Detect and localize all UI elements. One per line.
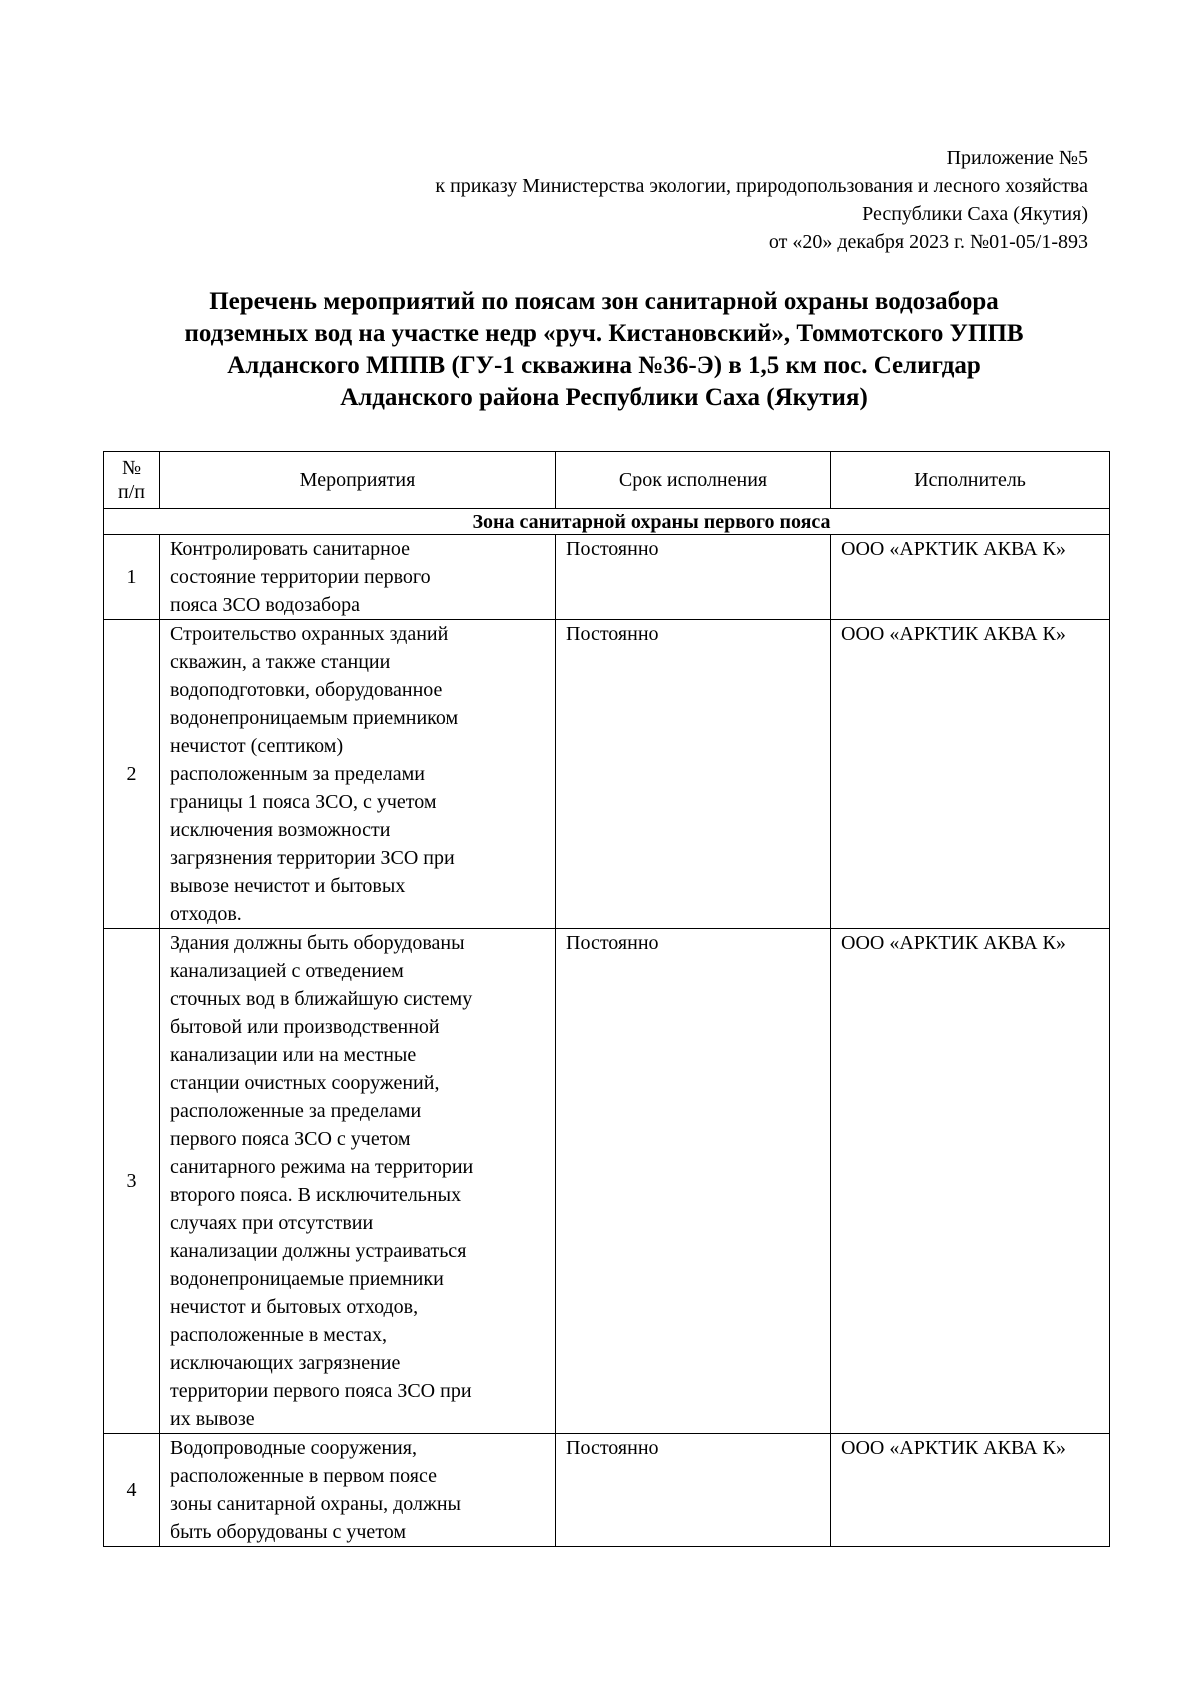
- row-executor: ООО «АРКТИК АКВА К»: [831, 535, 1110, 620]
- header-num-line2: п/п: [118, 481, 145, 503]
- measure-text-line: расположенным за пределами: [170, 763, 425, 785]
- row-number: 4: [104, 1434, 160, 1547]
- table-row: [104, 929, 1110, 1434]
- table-row: [104, 1434, 1110, 1547]
- measure-text-line: водонепроницаемым приемником: [170, 707, 459, 729]
- title-line: Перечень мероприятий по поясам зон санитарной охраны водозабора: [209, 288, 999, 315]
- measure-text-line: нечистот и бытовых отходов,: [170, 1296, 419, 1318]
- title-line: Алданского МППВ (ГУ-1 скважина №36-Э) в 1,5 км пос. Селигдар: [227, 352, 981, 379]
- row-executor: ООО «АРКТИК АКВА К»: [831, 620, 1110, 929]
- measure-text-line: канализации или на местные: [170, 1044, 417, 1066]
- measure-text-line: границы 1 пояса ЗСО, с учетом: [170, 791, 437, 813]
- appendix-number: Приложение №5: [946, 147, 1088, 169]
- appendix-header: [435, 144, 1088, 256]
- measure-text-line: первого пояса ЗСО с учетом: [170, 1128, 411, 1150]
- measure-text-line: загрязнения территории ЗСО при: [170, 847, 455, 869]
- zone-title: Зона санитарной охраны первого пояса: [104, 509, 1110, 535]
- measure-text-line: санитарного режима на территории: [170, 1156, 474, 1178]
- header-measures: Мероприятия: [160, 452, 556, 509]
- measure-text-line: нечистот (септиком): [170, 735, 344, 757]
- row-term: Постоянно: [556, 929, 831, 1434]
- table-row: [104, 535, 1110, 620]
- row-term: Постоянно: [556, 620, 831, 929]
- measure-text-line: Контролировать санитарное: [170, 538, 410, 560]
- appendix-republic: Республики Саха (Якутия): [862, 203, 1088, 225]
- measure-text-line: исключения возможности: [170, 819, 391, 841]
- header-executor: Исполнитель: [831, 452, 1110, 509]
- header-term: Срок исполнения: [556, 452, 831, 509]
- measure-text-line: водоподготовки, оборудованное: [170, 679, 443, 701]
- measure-text-line: бытовой или производственной: [170, 1016, 440, 1038]
- title-line: подземных вод на участке недр «руч. Кистановский», Томмотского УППВ: [184, 320, 1024, 347]
- measure-text-line: исключающих загрязнение: [170, 1352, 401, 1374]
- measure-text-line: расположенные в местах,: [170, 1324, 388, 1346]
- measure-text-line: второго пояса. В исключительных: [170, 1184, 462, 1206]
- row-measure: [160, 929, 556, 1434]
- table-row: [104, 620, 1110, 929]
- row-term: Постоянно: [556, 1434, 831, 1547]
- measure-text-line: скважин, а также станции: [170, 651, 391, 673]
- row-term: Постоянно: [556, 535, 831, 620]
- measure-text-line: состояние территории первого: [170, 566, 431, 588]
- measure-text-line: вывозе нечистот и бытовых: [170, 875, 406, 897]
- appendix-date: от «20» декабря 2023 г. №01-05/1-893: [768, 231, 1088, 253]
- measure-text-line: Водопроводные сооружения,: [170, 1437, 417, 1459]
- measure-text-line: быть оборудованы с учетом: [170, 1521, 407, 1543]
- row-executor: ООО «АРКТИК АКВА К»: [831, 929, 1110, 1434]
- measure-text-line: станции очистных сооружений,: [170, 1072, 440, 1094]
- measure-text-line: территории первого пояса ЗСО при: [170, 1380, 472, 1402]
- row-measure: [160, 620, 556, 929]
- row-number: 2: [104, 620, 160, 929]
- row-number: 3: [104, 929, 160, 1434]
- title-line: Алданского района Республики Саха (Якутия): [340, 384, 868, 411]
- measure-text-line: канализации должны устраиваться: [170, 1240, 467, 1262]
- row-number: 1: [104, 535, 160, 620]
- table-header-row: [104, 452, 1110, 509]
- appendix-order-ref: к приказу Министерства экологии, природопользования и лесного хозяйства: [435, 175, 1088, 197]
- measures-table: [103, 451, 1110, 1547]
- measure-text-line: Строительство охранных зданий: [170, 623, 449, 645]
- measure-text-line: канализацией с отведением: [170, 960, 404, 982]
- measure-text-line: их вывозе: [170, 1408, 255, 1430]
- measure-text-line: сточных вод в ближайшую систему: [170, 988, 473, 1010]
- header-num-line1: №: [121, 457, 142, 479]
- measure-text-line: отходов.: [170, 903, 242, 925]
- measure-text-line: Здания должны быть оборудованы: [170, 932, 465, 954]
- measure-text-line: расположенные в первом поясе: [170, 1465, 437, 1487]
- row-executor: ООО «АРКТИК АКВА К»: [831, 1434, 1110, 1547]
- document-title: [104, 286, 1104, 414]
- measure-text-line: случаях при отсутствии: [170, 1212, 374, 1234]
- row-measure: [160, 1434, 556, 1547]
- zone-row: [104, 509, 1110, 535]
- measure-text-line: зоны санитарной охраны, должны: [170, 1493, 461, 1515]
- measure-text-line: водонепроницаемые приемники: [170, 1268, 444, 1290]
- measure-text-line: пояса ЗСО водозабора: [170, 594, 361, 616]
- header-num: [104, 452, 160, 509]
- row-measure: [160, 535, 556, 620]
- measure-text-line: расположенные за пределами: [170, 1100, 422, 1122]
